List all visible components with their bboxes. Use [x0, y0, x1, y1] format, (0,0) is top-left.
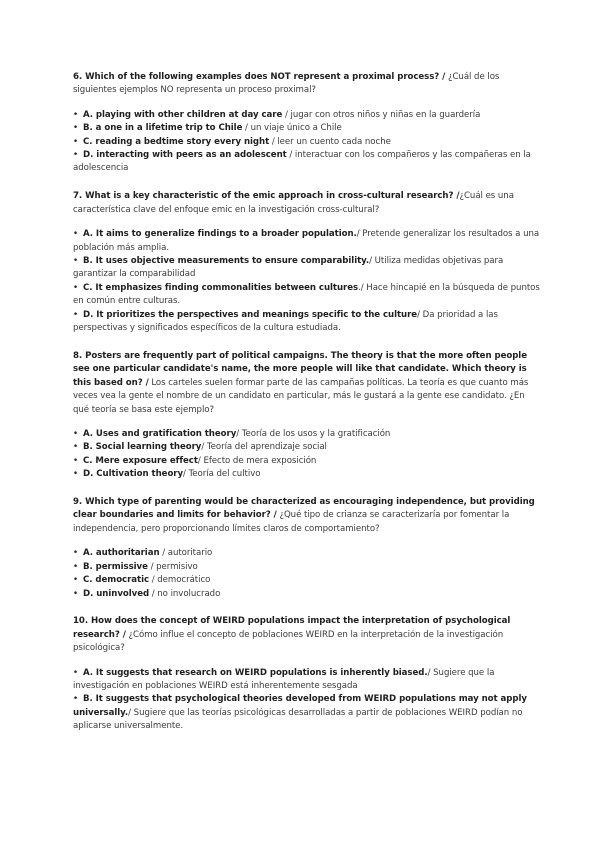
question-english: 9. Which type of parenting would be characterized as encouraging independence, but providing clear boundaries and limits for behavior? /	[73, 497, 535, 521]
option-spanish: ./ Hace hincapié en la búsqueda de puntos en común entre culturas.	[73, 282, 540, 307]
bullet-icon: •	[73, 136, 79, 147]
question-english: 8. Posters are frequently part of political campaigns. The theory is that the more often people see one particular candidate's name, the more people will like that candidate. Which theory is this based on? /	[73, 350, 527, 388]
question-spanish: ¿Cuál es una característica clave del enfoque emic en la investigación cross-cultural?	[73, 191, 514, 215]
question-spanish: ¿Cómo influe el concepto de poblaciones WEIRD en la interpretación de la investigación psicológica?	[73, 629, 504, 654]
option-english: C. reading a bedtime story every night	[83, 136, 270, 147]
option-spanish: / Teoría del aprendizaje social	[201, 442, 327, 453]
option-item	[73, 136, 540, 149]
option-english: A. It aims to generalize findings to a broader population.	[83, 229, 357, 240]
option-english: C. Mere exposure effect	[83, 455, 198, 466]
option-item	[73, 309, 540, 336]
option-spanish: / Sugiere que la investigación en poblaciones WEIRD está inherentemente sesgada	[73, 667, 495, 692]
option-english: B. It uses objective measurements to ensure comparability.	[83, 255, 370, 266]
option-item	[73, 561, 540, 574]
option-item	[73, 547, 540, 560]
question-spanish: ¿Cuál de los siguientes ejemplos NO representa un proceso proximal?	[73, 72, 500, 96]
option-spanish: / un viaje único a Chile	[242, 123, 342, 134]
bullet-icon: •	[73, 694, 79, 705]
option-english: B. permissive	[83, 561, 148, 572]
bullet-icon: •	[73, 667, 79, 678]
question-text	[73, 615, 540, 655]
bullet-icon: •	[73, 109, 79, 120]
options-list	[73, 228, 540, 335]
option-item	[73, 693, 540, 733]
option-spanish: / Pretende generalizar los resultados a una población más amplia.	[73, 229, 540, 253]
option-spanish: / autoritario	[159, 548, 213, 559]
option-english: D. It prioritizes the perspectives and meanings specific to the culture	[83, 309, 418, 320]
option-spanish: / no involucrado	[149, 588, 221, 599]
question-block	[73, 496, 540, 601]
question-block	[73, 615, 540, 733]
option-spanish: / Teoría del cultivo	[183, 469, 261, 480]
option-spanish: / leer un cuento cada noche	[269, 136, 391, 147]
option-spanish: / democrático	[149, 575, 211, 586]
options-list	[73, 109, 540, 176]
option-english: B. a one in a lifetime trip to Chile	[83, 123, 243, 134]
question-text	[73, 350, 540, 417]
bullet-icon: •	[73, 469, 79, 480]
bullet-icon: •	[73, 123, 79, 134]
bullet-icon: •	[73, 229, 79, 240]
question-text	[73, 71, 540, 98]
bullet-icon: •	[73, 442, 79, 453]
option-spanish: / jugar con otros niños y niñas en la guardería	[282, 109, 481, 120]
bullet-icon: •	[73, 150, 79, 161]
bullet-icon: •	[73, 588, 79, 599]
bullet-icon: •	[73, 309, 79, 320]
option-item	[73, 282, 540, 309]
option-item	[73, 455, 540, 468]
option-item	[73, 468, 540, 481]
option-spanish: / Teoría de los usos y la gratificación	[236, 428, 391, 439]
option-english: A. Uses and gratification theory	[83, 428, 237, 439]
bullet-icon: •	[73, 255, 79, 266]
option-spanish: / interactuar con los compañeros y las compañeras en la adolescencia	[73, 150, 531, 174]
option-spanish: / Da prioridad a las perspectivas y significados específicos de la cultura estudiada.	[73, 309, 498, 333]
option-english: C. democratic	[83, 575, 150, 586]
option-item	[73, 441, 540, 454]
question-english: 10. How does the concept of WEIRD populations impact the interpretation of psychological research? /	[73, 616, 511, 640]
question-spanish: ¿Qué tipo de crianza se caracterizaría por fomentar la independencia, pero proporcionando límites claros de comportamiento?	[73, 510, 510, 534]
option-spanish: / Sugiere que las teorías psicológicas desarrolladas a partir de poblaciones WEIRD podían no aplicarse universalmente.	[73, 707, 523, 732]
options-list	[73, 667, 540, 734]
option-item	[73, 574, 540, 587]
option-english: A. authoritarian	[83, 548, 160, 559]
option-english: A. It suggests that research on WEIRD populations is inherently biased.	[83, 667, 428, 678]
bullet-icon: •	[73, 282, 79, 293]
options-list	[73, 547, 540, 601]
bullet-icon: •	[73, 455, 79, 466]
option-english: A. playing with other children at day care	[83, 109, 283, 120]
option-english: B. Social learning theory	[83, 442, 202, 453]
bullet-icon: •	[73, 548, 79, 559]
options-list	[73, 428, 540, 482]
question-text	[73, 190, 540, 217]
question-block	[73, 190, 540, 335]
option-english: D. uninvolved	[83, 588, 150, 599]
option-item	[73, 588, 540, 601]
option-english: D. Cultivation theory	[83, 469, 184, 480]
question-block	[73, 71, 540, 176]
option-item	[73, 149, 540, 176]
option-english: B. It suggests that psychological theories developed from WEIRD populations may not apply universally.	[73, 694, 527, 718]
option-spanish: / Efecto de mera exposición	[197, 455, 317, 466]
question-english: 7. What is a key characteristic of the emic approach in cross-cultural research? /	[73, 191, 460, 202]
option-english: C. It emphasizes finding commonalities between cultures	[83, 282, 359, 293]
question-text	[73, 496, 540, 536]
question-english: 6. Which of the following examples does NOT represent a proximal process? /	[73, 72, 446, 82]
option-item	[73, 122, 540, 135]
bullet-icon: •	[73, 428, 79, 439]
option-spanish: / Utiliza medidas objetivas para garantizar la comparabilidad	[73, 255, 504, 280]
option-english: D. interacting with peers as an adolescent	[83, 150, 287, 161]
option-item	[73, 109, 540, 122]
option-item	[73, 228, 540, 255]
option-spanish: / permisivo	[147, 561, 198, 572]
option-item	[73, 428, 540, 441]
option-item	[73, 255, 540, 282]
bullet-icon: •	[73, 575, 79, 586]
question-block	[73, 350, 540, 482]
question-spanish: Los carteles suelen formar parte de las campañas políticas. La teoría es que cuanto más veces vea la gente el nombre de un candidato en particular, más le gustará a la gente ese candidato. ¿En qué teoría se basa este ejemplo?	[73, 377, 529, 415]
bullet-icon: •	[73, 561, 79, 572]
option-item	[73, 667, 540, 694]
